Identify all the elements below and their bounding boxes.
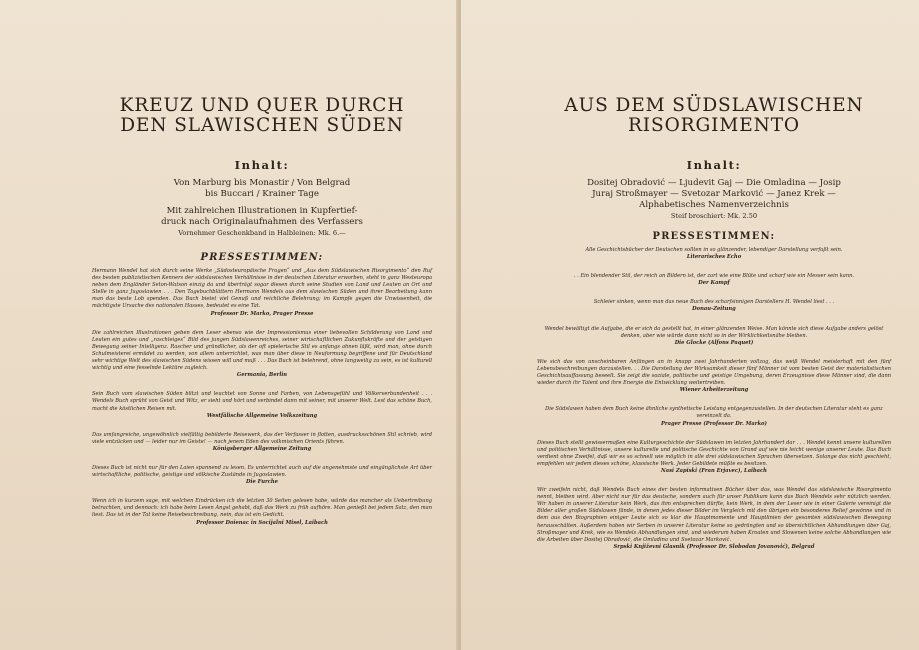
right-title-line1: AUS DEM SÜDSLAWISCHEN xyxy=(564,95,864,116)
review-text: Das umfangreiche, ungewöhnlich vielfältig bebilderte Reisewerk, das der Verfasser in flotten, ausdrucksschönen Stil schrieb, wird viele entzücken und — leider nur im Geiste! — nach jenem Eden des volkmischen Orients führen. xyxy=(92,431,432,445)
press-review xyxy=(537,487,891,551)
review-source: Die Glocke (Alfons Paquet) xyxy=(674,339,754,346)
left-page xyxy=(0,0,458,650)
review-text: Hermann Wendel hat sich durch seine Werke „Südosteuropäische Fragen“ und „Aus dem Südslawischen Risorgimento“ den Ruf des besten publizistischen Kenners der südslawischen Verhältnisse in der deutschen Literatur erworben, steht in ganz Westeuropa neben dem Engländer Seton-Watson einzig da und überträgt sogar diesen durch seine Studien von Land und Leuten an Ort und Stelle in ganz Jugoslawien . . . Den Tagebuchblättern Hermann Wendels aus dem slawischen Süden und ihrer Bearbeitung kann man das beste Lob spenden. Das Buch bietet viel Genuß und reichliche Belehrung; im Kampfe gegen die Unwissenheit, die mächtigste Ursache des nationalen Hasses, bedeutet es eine Tat. xyxy=(92,268,432,310)
left-contents-line: Von Marburg bis Monastir / Von Belgrad xyxy=(173,178,351,188)
press-review xyxy=(537,299,891,313)
right-press-heading: PRESSESTIMMEN: xyxy=(652,231,776,242)
review-source: Donau-Zeitung xyxy=(692,306,736,313)
review-source: Srpski Književni Glasnik (Professor Dr. Slobodan Jovanović), Belgrad xyxy=(613,543,815,550)
press-review xyxy=(537,440,891,475)
review-source: Professor Dr. Marko, Prager Presse xyxy=(210,310,314,317)
review-text: Wir zweifeln nicht, daß Wendels Buch eines der besten informativen Bücher über das, was Wendel das südslawische Risorgimento nennt, bleiben wird. Aber nicht nur für das deutsche, sondern auch für unser Publikum kann das Buch Wendels sehr nützlich werden. Wir haben in unserer Literatur kein Werk, das ihm entsprechen dürfte, kein Werk, in dem der Leser wie in einer Galerie vereinigt die Bilder aller großen Südslawen fände, in denen jedes dieser Bilder im Vergleich mit den übrigen ein besonderes Relief gewönne und in dem aus den Biographien einiger Leute sich so klar die Hauptmomente und Hauptlinien der gesamten südslawischen Bewegung herausschälten. Außerdem haben wir Serben in unserer Literatur keine so gedrängten und so übersichtlichen Abhandlungen über Gaj, Stroßmayer und Krek, wie es Wendels Abhandlungen sind, und wiederum haben Kroaten und Slowenen keine solche Abhandlungen wie die Arbeiten über Dositej Obradović, die Omladina und Svetozar Marković. xyxy=(537,487,891,543)
review-source: Der Kampf xyxy=(698,280,730,287)
right-contents-line: Juraj Stroßmayer — Svetozar Marković — Janez Krek — xyxy=(592,189,836,199)
review-text: Wenn ich in kurzem sage, mit welchen Eindrücken ich die letzten 30 Seiten gelesen habe, würde das mancher als Uebertreibung betrachten, und dennoch: ich habe beim Lesen Angst gehabt, daß das Werk zu früh aufhöre. Man genießt bei jedem Satz, den man liest. Das ist in der Tat keine Reisebeschreibung, nein, das ist ein Gedicht. xyxy=(92,498,432,519)
left-press-heading: PRESSESTIMMEN: xyxy=(200,252,324,263)
press-review xyxy=(92,268,432,318)
press-review xyxy=(537,406,891,427)
press-review xyxy=(92,391,432,419)
left-contents-line: Mit zahlreichen Illustrationen in Kupfertief- xyxy=(166,206,358,216)
review-text: Wendel bewältigt die Aufgabe, die er sich da gestellt hat, in einer glänzenden Weise. Man könnte sich diese Aufgabe anders gelöst denken, aber wie würde dann nicht so in der Wirklichkeitsnähe bleiben. xyxy=(544,325,884,339)
review-text: Dieses Buch stellt gewissermaßen eine Kulturgeschichte der Südslawen im letzten Jahrhundert dar . . . Wendel kennt unsere kulturellen und politischen Verhältnisse, unsere kulturelle und politische Geschichte von Grund auf wie nie leicht wenige unserer Leute. Das Buch verdient ohne Zweifel, daß wir es so schnell wie möglich in alle drei südslawischen Sprachen übersetzen. Solange das nicht geschieht, empfehlen wir jedem dieses schöne, klassische Werk. Jeder Gebildete müßte es besitzen. xyxy=(537,439,891,467)
left-title-line1: KREUZ UND QUER DURCH xyxy=(119,95,405,116)
right-contents-line: Dositej Obradović — Ljudevit Gaj — Die Omladina — Josip xyxy=(587,178,841,188)
review-source: Prager Presse (Professor Dr. Marko) xyxy=(661,420,767,427)
review-text: Alle Geschichtsbücher der Deutschen sollten in so glänzender, lebendiger Darstellung verfaßt sein. xyxy=(585,247,843,253)
right-contents xyxy=(537,178,891,222)
press-review xyxy=(92,465,432,486)
review-text: Schleier sinken, wenn man das neue Buch des scharfsinnigen Darstellers H. Wendel liest . . . xyxy=(593,299,835,306)
right-inhalt-heading: Inhalt: xyxy=(686,158,742,172)
right-price: Steif broschiert: Mk. 2.50 xyxy=(670,212,758,220)
review-text: Die zahlreichen Illustrationen geben dem Leser ebenso wie der Impressionismus einer liebevollen Schilderung von Land und Leuten ein gutes und „raschleiges“ Bild des jungen Südslawenreiches, seiner wirtschaftlichen Zukunftskräfte und der geistigen Bewegung seiner Intelligenz. Rascher und gründlicher, als der oft spielerische Stil es anfangs ahnen läßt, wird man, ohne durch Schulmeisterei ermüdet zu werden, von allem unterrichtet, was man über diese in Neuformung begriffene und für Deutschland sehr wichtige Welt des slawischen Südens wissen will und muß . . . Das Buch ist belehrend, ohne langweilig zu sein, es ist kulturell wichtig und eine fesselnde Lektüre zugleich. xyxy=(92,329,432,372)
review-source: Germania, Berlin xyxy=(236,372,288,379)
right-contents-line: Alphabetisches Namenverzeichnis xyxy=(639,200,789,210)
press-review xyxy=(92,432,432,453)
press-review xyxy=(537,247,891,261)
left-contents-line: bis Buccari / Krainer Tage xyxy=(205,189,319,199)
review-source: Westfälische Allgemeine Volkszeitung xyxy=(206,412,318,419)
press-review xyxy=(537,359,891,394)
review-source: Wiener Arbeiterzeitung xyxy=(679,387,749,394)
review-source: Literarisches Echo xyxy=(686,254,742,261)
review-text: Dieses Buch ist nicht nur für den Laien spannend zu lesen. Es unterrichtet auch auf die angenehmste und eingänglichste Art über wirtschaftliche, politische, geistige und völkische Zustände in Jugoslawien. xyxy=(92,464,432,479)
left-title-line2: DEN SLAWISCHEN SÜDEN xyxy=(120,115,404,136)
press-review xyxy=(537,273,891,287)
review-source: Professor Doienac in Socijalni Misel, Laibach xyxy=(196,519,328,526)
left-contents xyxy=(92,178,432,239)
left-inhalt-heading: Inhalt: xyxy=(234,158,290,172)
review-text: Sein Buch vom slawischen Süden blitzt und leuchtet von Sonne und Farben, von Lebensgefühl und Völkerverbundenheit . . . Wendels Buch sprüht von Geist und Witz, er sieht und hört und verbindet dann mit seiner, mit unserer Welt. Lest das schöne Buch, macht die köstlichen Reisen mit. xyxy=(92,391,432,412)
review-text: . . Ein blendender Stil, der reich an Bildern ist, der zart wie eine Blüte und scharf wie ein Messer sein kann. xyxy=(573,273,855,280)
review-source: Die Furche xyxy=(246,479,278,486)
review-source: Nasi Zapiski (Fran Erjavec), Laibach xyxy=(661,467,767,474)
right-title-line2: RISORGIMENTO xyxy=(627,115,801,136)
left-contents-line: druck nach Originalaufnahmen des Verfassers xyxy=(161,217,363,227)
press-review xyxy=(92,330,432,380)
press-review xyxy=(537,326,891,347)
review-source: Königsberger Allgemeine Zeitung xyxy=(212,445,312,452)
right-title xyxy=(537,96,891,136)
press-review xyxy=(92,498,432,526)
left-title xyxy=(92,96,432,136)
right-page xyxy=(461,0,919,650)
review-text: Wie sich das von unscheinbaren Anfängen an in knapp zwei Jahrhunderten vollzog, das weiß Wendel meisterhaft mit den fünf Lebensbeschreibungen darzustellen. . . Die Darstellung der Wirksamkeit dieser fünf Männer ist vom besten Geist der materialistischen Geschichtsauffassung beseelt. Sie zeigt die soziale, politische und geistige Umgebung, deren Erzeugnisse diese Männer sind, die dann wieder durch ihr Talent und ihre Energie die Entwicklung weitertreiben. xyxy=(537,358,891,387)
left-price: Vornehmer Geschenkband in Halbleinen: Mk. 6.— xyxy=(178,229,346,237)
review-text: Die Südslawen haben dem Buch keine ähnliche synthetische Leistung entgegenzustellen. In der deutschen Literatur steht es ganz vereinzelt da. xyxy=(545,406,883,420)
